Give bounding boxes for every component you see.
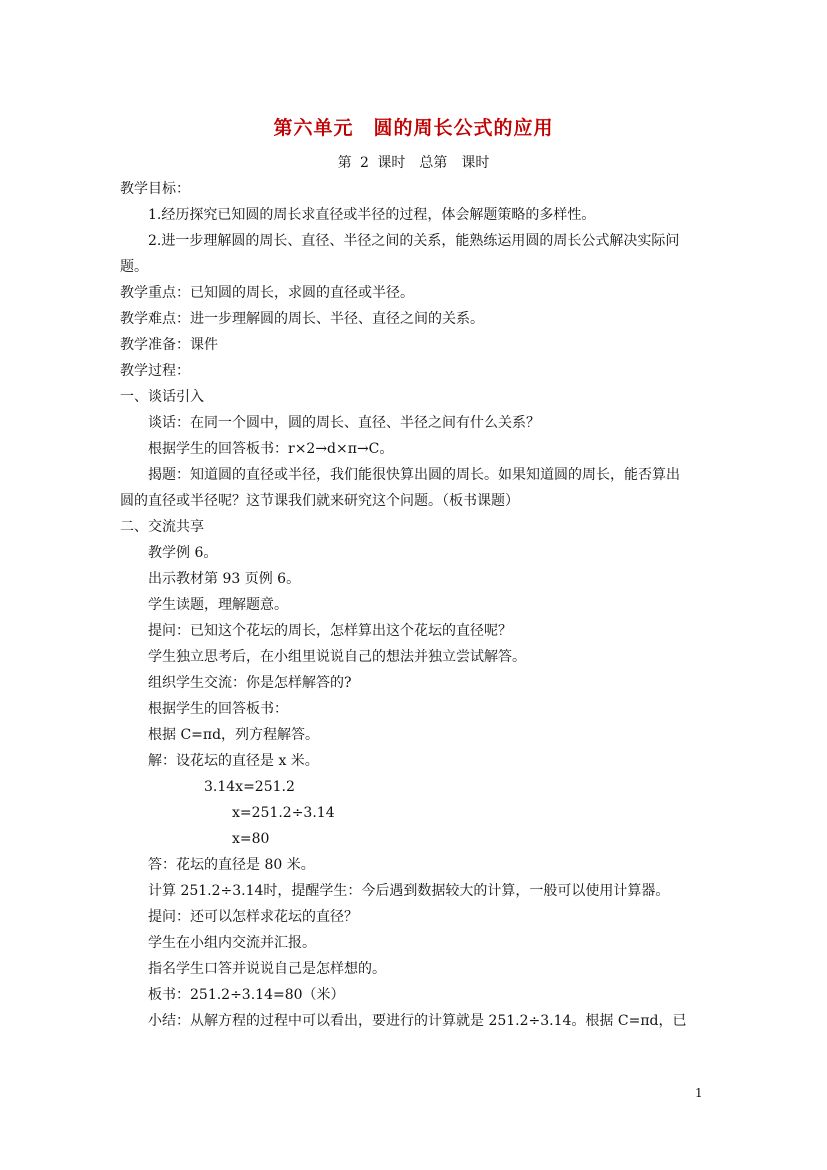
body-line: 根据学生的回答板书：: [148, 701, 288, 717]
body-line: 教学例 6。: [148, 545, 218, 561]
page-number: 1: [695, 1086, 703, 1100]
body-line: 组织学生交流：你是怎样解答的?: [148, 675, 352, 691]
body-line: 计算 251.2÷3.14时，提醒学生：今后遇到数据较大的计算，一般可以使用计算器。: [148, 883, 670, 899]
lesson-subtitle: 第 2 课时 总第 课时: [337, 155, 490, 171]
section-heading: 二、交流共享: [120, 519, 204, 535]
body-line: 题。: [120, 259, 148, 275]
body-line: 谈话：在同一个圆中，圆的周长、直径、半径之间有什么关系？: [148, 415, 540, 431]
body-line: 教学难点：进一步理解圆的周长、半径、直径之间的关系。: [120, 311, 484, 327]
body-line: 教学准备：课件: [120, 337, 218, 353]
equation-line: 3.14x=251.2: [204, 779, 295, 795]
body-line: 2.进一步理解圆的周长、直径、半径之间的关系，能熟练运用圆的周长公式解决实际问: [148, 233, 680, 249]
section-heading: 一、谈话引入: [120, 389, 204, 405]
document-title: 第六单元 圆的周长公式的应用: [273, 117, 554, 139]
body-line: 学生读题，理解题意。: [148, 597, 288, 613]
body-line: 指名学生口答并说说自己是怎样想的。: [148, 961, 386, 977]
body-line: 学生在小组内交流并汇报。: [148, 935, 316, 951]
body-line: 出示教材第 93 页例 6。: [148, 571, 301, 587]
equation-line: x=80: [232, 831, 270, 847]
document-body: [120, 176, 710, 1034]
body-line: 根据学生的回答板书：r×2→d×π→C。: [148, 441, 394, 457]
body-line: 根据 C=πd，列方程解答。: [148, 727, 320, 743]
body-line: 答：花坛的直径是 80 米。: [148, 857, 315, 873]
body-line: 圆的直径或半径呢？这节课我们就来研究这个问题。（板书课题）: [120, 493, 519, 509]
body-line: 提问：还可以怎样求花坛的直径？: [148, 909, 358, 925]
body-line: 板书：251.2÷3.14=80（米）: [148, 987, 345, 1003]
body-line: 学生独立思考后，在小组里说说自己的想法并独立尝试解答。: [148, 649, 526, 665]
body-line: 教学目标：: [120, 181, 190, 197]
body-line: 1.经历探究已知圆的周长求直径或半径的过程，体会解题策略的多样性。: [148, 207, 596, 223]
body-line: 教学过程：: [120, 363, 190, 379]
body-line: 揭题：知道圆的直径或半径，我们能很快算出圆的周长。如果知道圆的周长，能否算出: [148, 467, 680, 483]
body-line: 解：设花坛的直径是 x 米。: [148, 753, 319, 769]
body-line: 小结：从解方程的过程中可以看出，要进行的计算就是 251.2÷3.14。根据 C=πd，已: [148, 1013, 687, 1029]
body-line: 提问：已知这个花坛的周长，怎样算出这个花坛的直径呢？: [148, 623, 512, 639]
body-line: 教学重点：已知圆的周长，求圆的直径或半径。: [120, 285, 414, 301]
equation-line: x=251.2÷3.14: [232, 805, 335, 821]
